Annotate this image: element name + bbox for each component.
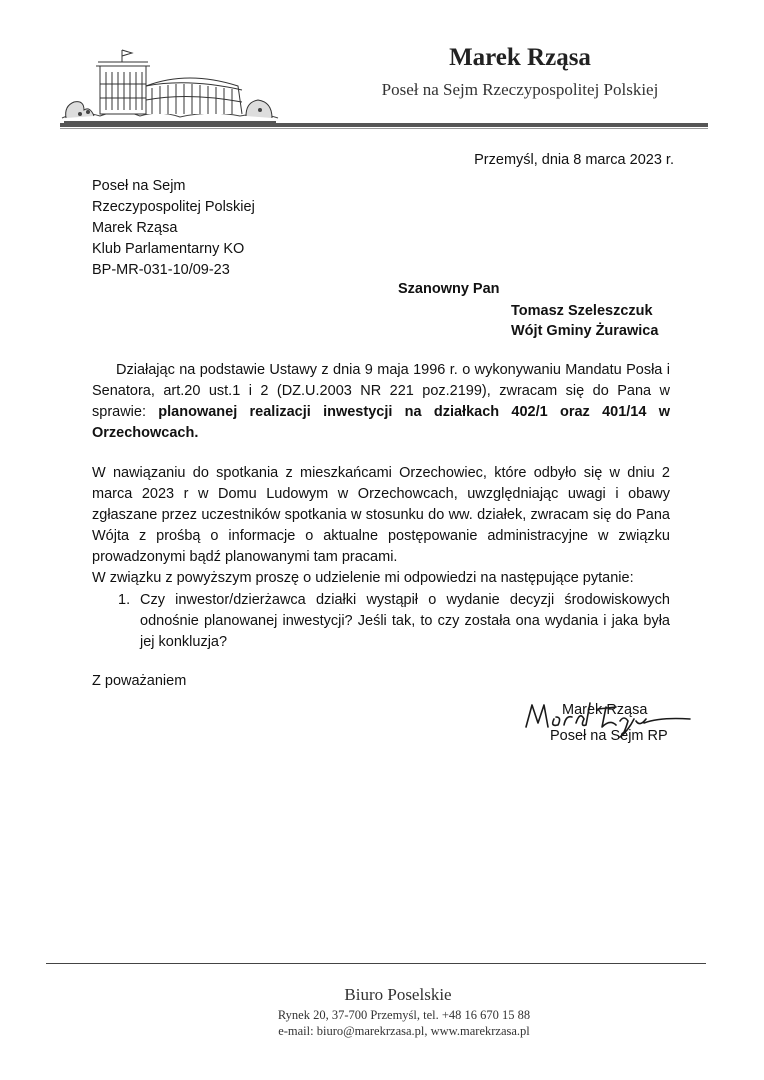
footer-address: Rynek 20, 37-700 Przemyśl, tel. +48 16 670 15 88	[277, 1008, 531, 1022]
body-paragraph-intro	[92, 360, 670, 444]
intro-subject: planowanej realizacji inwestycji na działkach 402/1 oraz 401/14 w Orzechowcach.	[92, 404, 670, 441]
salutation: Szanowny Pan	[398, 281, 500, 297]
footer-office: Biuro Poselskie	[344, 985, 452, 1004]
sender-line: Poseł na Sejm	[92, 178, 186, 194]
footer-contact: e-mail: biuro@marekrzasa.pl, www.marekrzasa.pl	[278, 1024, 530, 1038]
recipient-name: Tomasz Szeleszczuk	[511, 303, 653, 319]
list-item-text: Czy inwestor/dzierżawca działki wystąpił o wydanie decyzji środowiskowych odnośnie planowanej inwestycji? Jeśli tak, to czy została ona wydania i jaka była jej konkluzja?	[140, 592, 670, 650]
footer-divider	[46, 963, 706, 964]
date-line: Przemyśl, dnia 8 marca 2023 r.	[474, 152, 674, 168]
signatory-name: Marek Rząsa	[562, 702, 648, 718]
questions-list	[92, 590, 670, 653]
body-paragraph-meeting: W nawiązaniu do spotkania z mieszkańcami Orzechowiec, które odbyło się w dniu 2 marca 2023 r w Domu Ludowym w Orzechowcach, uwzględniając uwagi i obawy zgłaszane przez uczestników spotkania w stosunku do ww. działek, zwracam się do Pana Wójta z prośbą o informacje o aktualne postępowanie administracyjne w związku prowadzonymi bądź planowanymi tam pracami.	[92, 465, 670, 565]
body-paragraph-request: W związku z powyższym proszę o udzielenie mi odpowiedzi na następujące pytanie:	[92, 570, 634, 586]
sender-block	[92, 176, 392, 281]
letterhead-divider	[60, 123, 708, 129]
handwritten-signature	[520, 697, 700, 741]
sender-line: Marek Rząsa	[92, 220, 178, 236]
sender-line: Rzeczypospolitej Polskiej	[92, 199, 255, 215]
sejm-building-logo	[60, 40, 280, 132]
list-item	[92, 590, 670, 653]
sender-line: Klub Parlamentarny KO	[92, 241, 245, 257]
recipient-title: Wójt Gminy Żurawica	[511, 323, 659, 339]
sender-reference: BP-MR-031-10/09-23	[92, 262, 230, 278]
intro-text: Działając na podstawie Ustawy z dnia 9 maja 1996 r. o wykonywaniu Mandatu Posła i Senatora, art.20 ust.1 i 2 (DZ.U.2003 NR 221 poz.2199), zwracam się do Pana w sprawie:	[92, 362, 670, 420]
signatory-title: Poseł na Sejm RP	[550, 728, 668, 744]
letterhead-name: Marek Rząsa	[449, 44, 591, 71]
letterhead-subtitle: Poseł na Sejm Rzeczypospolitej Polskiej	[381, 80, 659, 99]
list-item-number: 1.	[118, 592, 131, 608]
closing-phrase: Z poważaniem	[92, 673, 187, 689]
